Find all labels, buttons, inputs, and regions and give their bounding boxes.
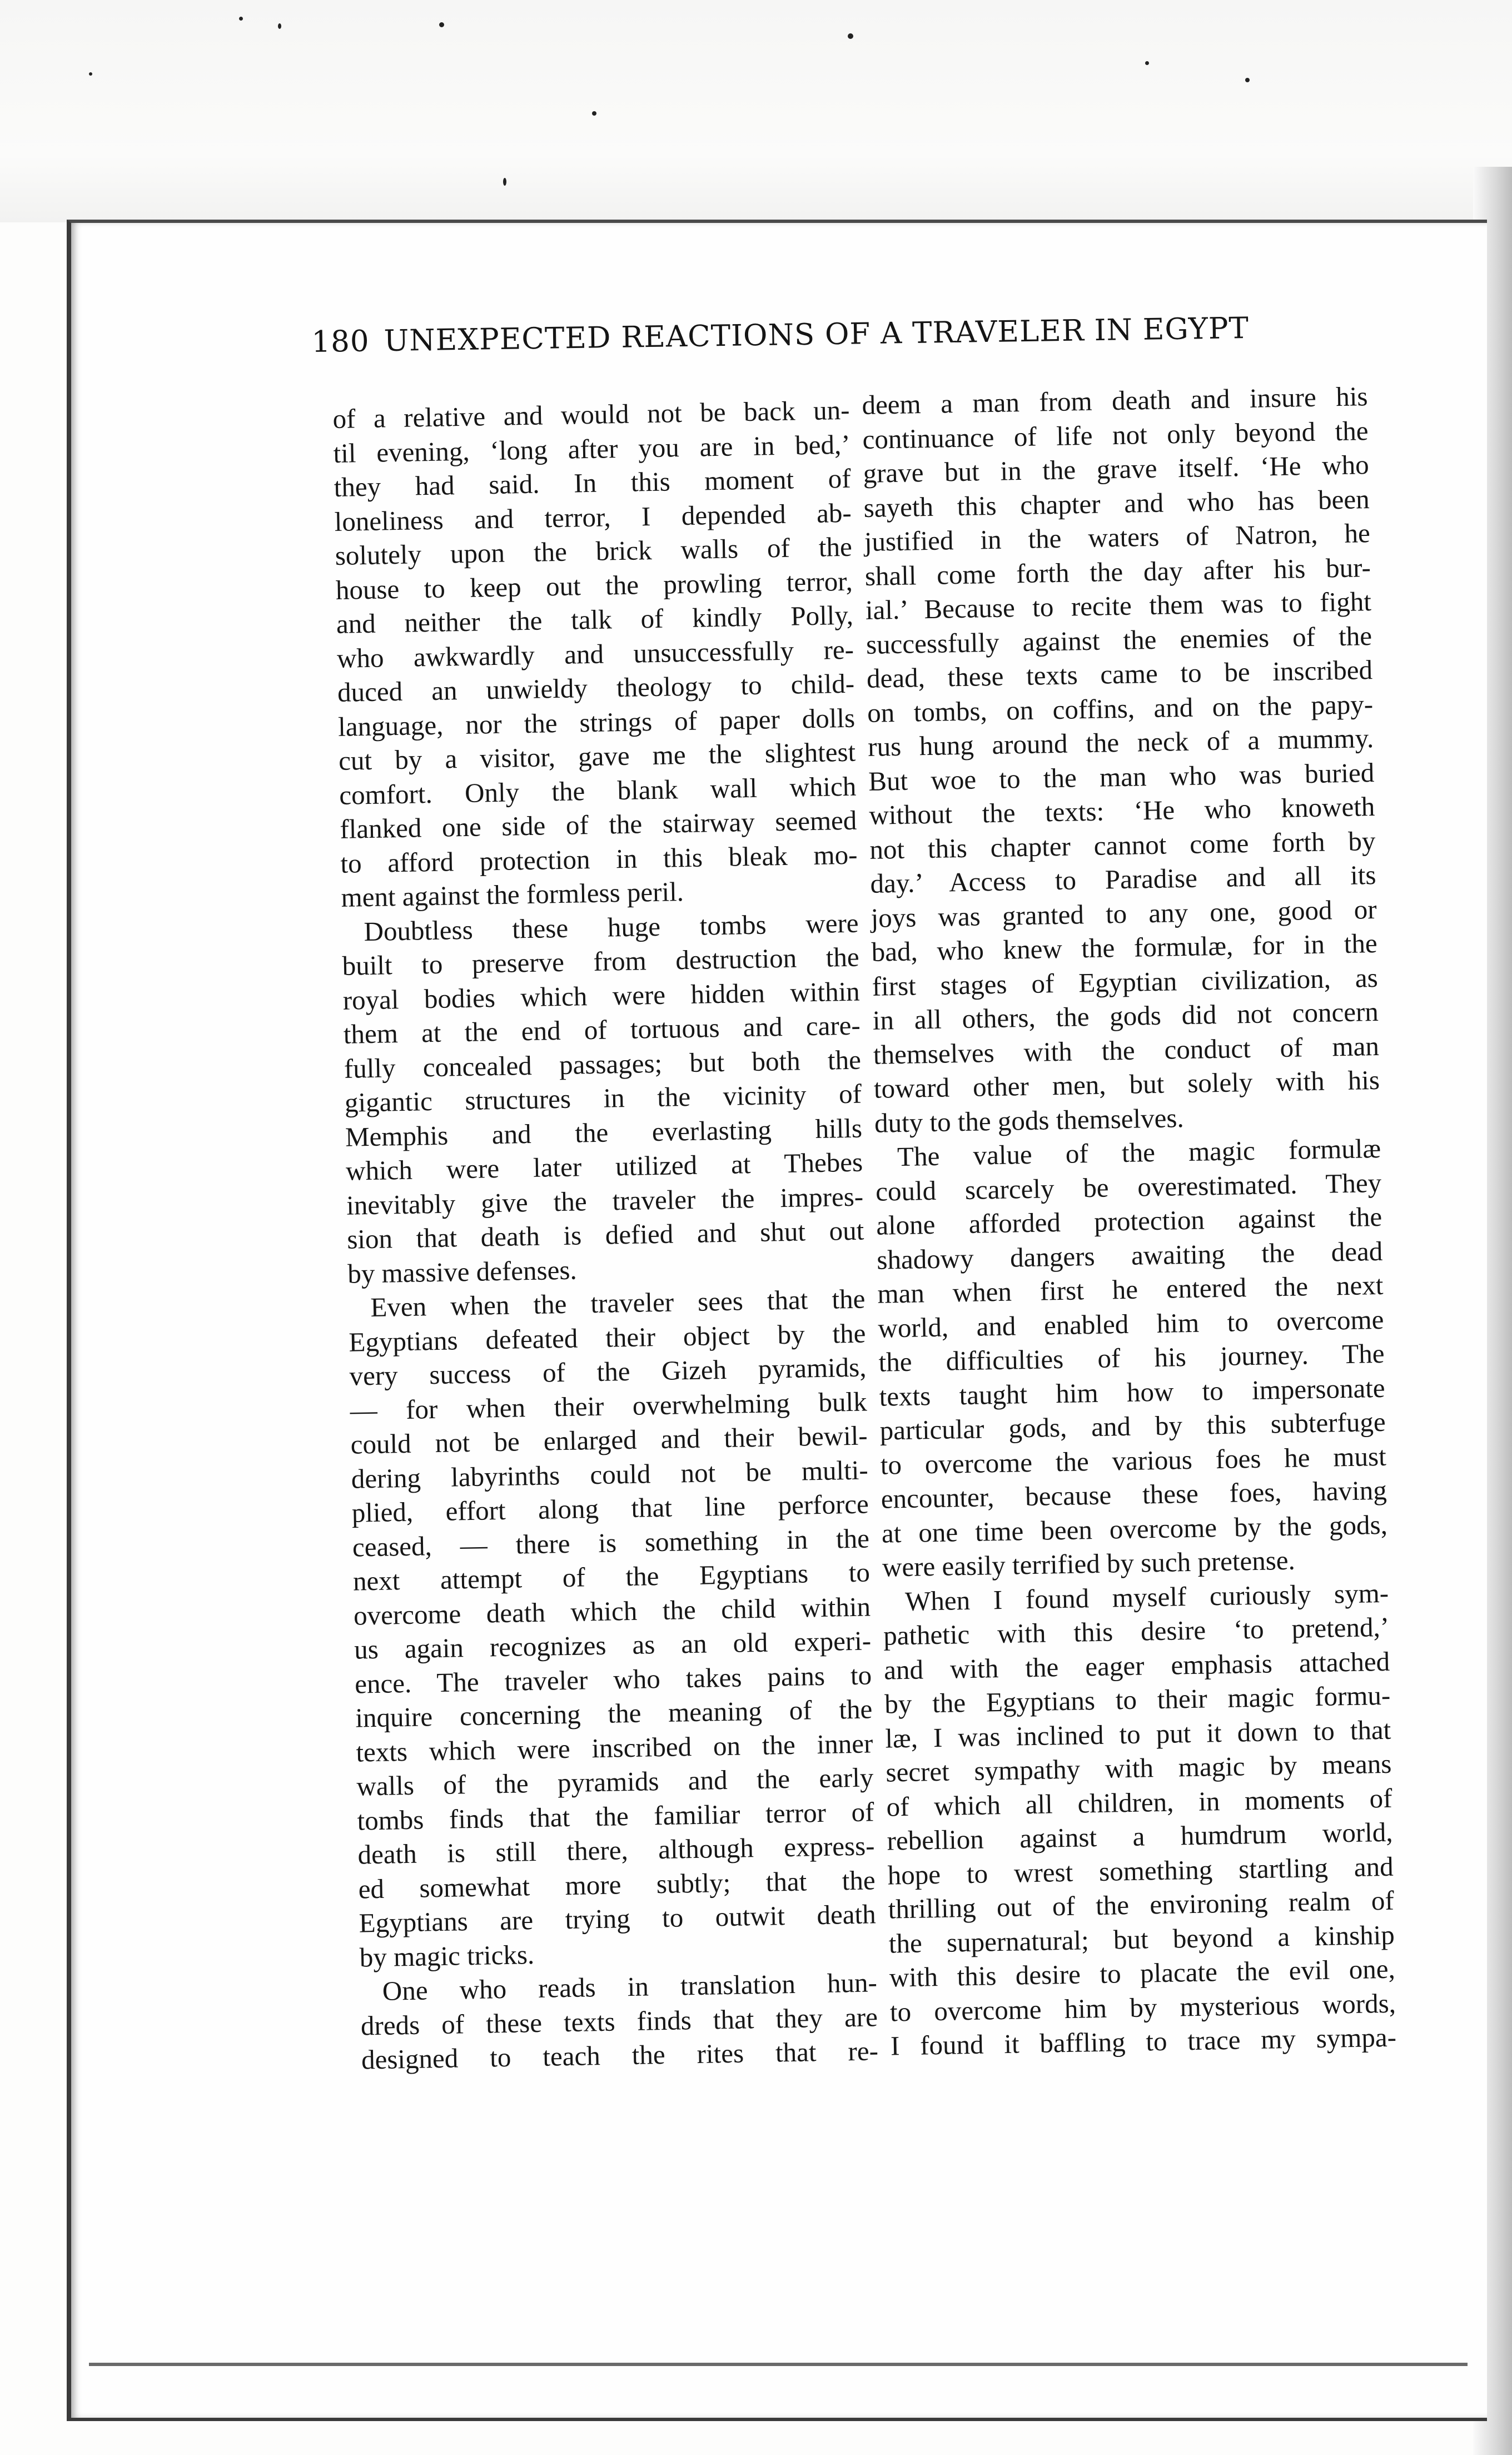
- scan-speck: [439, 22, 444, 27]
- text-line: not this chapter cannot come forth by: [869, 825, 1376, 865]
- text-line: of a relative and would not be back un-: [332, 394, 850, 434]
- text-line: continuance of life not only beyond the: [862, 415, 1369, 455]
- text-line: house to keep out the prowling terror,: [335, 565, 853, 605]
- text-line: When I found myself curiously sym-: [904, 1577, 1389, 1617]
- text-line: duty to the gods themselves.: [874, 1102, 1185, 1139]
- scanner-top-margin: [0, 0, 1512, 222]
- text-line: us again recognizes as an old experi-: [354, 1625, 872, 1665]
- text-line: hope to wrest something startling and: [887, 1851, 1394, 1891]
- text-line: Doubtless these huge tombs were: [364, 907, 859, 947]
- text-line: til evening, ‘long after you are in bed,’: [333, 429, 850, 469]
- text-line: world, and enabled him to overcome: [878, 1304, 1384, 1344]
- text-line: One who reads in translation hun-: [382, 1967, 878, 2006]
- scan-speck: [592, 111, 596, 116]
- scan-speck: [1245, 78, 1250, 82]
- text-line: which were later utilized at Thebes: [345, 1146, 863, 1186]
- text-line: joys was granted to any one, good or: [871, 893, 1377, 933]
- text-line: overcome death which the child within: [353, 1591, 871, 1631]
- page-bottom-edge: [89, 2363, 1468, 2366]
- text-line: dead, these texts came to be inscribed: [866, 654, 1373, 694]
- text-line: language, nor the strings of paper dolls: [337, 702, 856, 742]
- text-line: dering labyrinths could not be multi-: [351, 1454, 869, 1494]
- text-line: plied, effort along that line perforce: [351, 1488, 869, 1528]
- page-number: 180: [311, 324, 370, 359]
- text-line: secret sympathy with magic by means: [885, 1748, 1392, 1788]
- text-line: — for when their overwhelming bulk: [350, 1385, 867, 1426]
- text-line: duced an unwieldy theology to child-: [337, 668, 855, 708]
- text-line: shadowy dangers awaiting the dead: [876, 1235, 1383, 1275]
- text-line: of which all children, in moments of: [886, 1782, 1392, 1822]
- text-line: ment against the formless peril.: [341, 876, 684, 913]
- text-line: next attempt of the Egyptians to: [352, 1557, 871, 1597]
- text-line: encounter, because these foes, having: [881, 1474, 1387, 1514]
- text-line: alone afforded protection against the: [876, 1201, 1382, 1241]
- scan-speck: [239, 17, 243, 21]
- text-line: justified in the waters of Natron, he: [864, 518, 1371, 557]
- text-line: day.’ Access to Paradise and all its: [870, 859, 1376, 899]
- text-line: them at the end of tortuous and care-: [343, 1010, 861, 1050]
- text-line: rus hung around the neck of a mummy.: [867, 723, 1374, 762]
- text-line: ial.’ Because to recite them was to fight: [865, 586, 1372, 625]
- text-line: without the texts: ‘He who knoweth: [868, 791, 1375, 831]
- text-line: built to preserve from destruction the: [342, 941, 860, 981]
- text-line: Memphis and the everlasting hills: [345, 1112, 863, 1152]
- text-line: particular gods, and by this subterfuge: [879, 1406, 1386, 1446]
- text-line: to overcome him by mysterious words,: [889, 1987, 1396, 2027]
- text-line: But woe to the man who was buried: [868, 757, 1375, 797]
- text-line: solutely upon the brick walls of the: [335, 531, 853, 571]
- text-line: sayeth this chapter and who has been: [863, 483, 1370, 523]
- text-line: dreds of these texts finds that they are: [360, 2001, 878, 2041]
- text-line: ed somewhat more subtly; that the: [358, 1864, 876, 1905]
- text-line: grave but in the grave itself. ‘He who: [863, 449, 1370, 489]
- text-line: to overcome the various foes he must: [880, 1440, 1387, 1480]
- text-line: texts taught him how to impersonate: [879, 1372, 1385, 1412]
- text-line: first stages of Egyptian civilization, as: [872, 962, 1379, 1002]
- text-line: deem a man from death and insure his: [862, 381, 1368, 420]
- running-title: UNEXPECTED REACTIONS OF A TRAVELER IN EGYPT: [384, 311, 1250, 359]
- text-line: by the Egyptians to their magic formu-: [884, 1679, 1391, 1720]
- text-line: they had said. In this moment of: [334, 463, 852, 503]
- text-line: tombs finds that the familiar terror of: [357, 1796, 874, 1836]
- text-line: royal bodies which were hidden within: [342, 976, 861, 1016]
- text-line: walls of the pyramids and the early: [356, 1762, 874, 1802]
- text-line: with this desire to placate the evil one,: [889, 1953, 1396, 1993]
- text-line: themselves with the conduct of man: [873, 1030, 1380, 1070]
- text-line: and neither the talk of kindly Polly,: [336, 599, 854, 639]
- text-line: flanked one side of the stairway seemed: [339, 804, 857, 844]
- text-line: Even when the traveler sees that the: [370, 1283, 866, 1323]
- text-line: inquire concerning the meaning of the: [355, 1693, 873, 1733]
- text-line: Egyptians defeated their object by the: [349, 1318, 866, 1358]
- text-line: Egyptians are trying to outwit death: [359, 1899, 877, 1939]
- text-line: texts which were inscribed on the inner: [355, 1727, 873, 1768]
- text-line: gigantic structures in the vicinity of: [344, 1078, 862, 1118]
- text-line: thrilling out of the environing realm of: [888, 1885, 1395, 1925]
- text-line: who awkwardly and unsuccessfully re-: [336, 634, 854, 674]
- text-line: cut by a visitor, gave me the slightest: [338, 736, 856, 776]
- text-line: I found it baffling to trace my sympa-: [890, 2021, 1397, 2061]
- text-line: inevitably give the traveler the impres-: [346, 1181, 864, 1221]
- text-line: loneliness and terror, I depended ab-: [334, 497, 852, 537]
- text-line: by massive defenses.: [347, 1254, 578, 1289]
- text-line: at one time been overcome by the gods,: [881, 1509, 1388, 1549]
- scan-speck: [1145, 61, 1149, 65]
- scan-speck: [503, 178, 506, 186]
- text-line: very success of the Gizeh pyramids,: [349, 1351, 867, 1392]
- text-line: bad, who knew the formulæ, for in the: [871, 927, 1378, 967]
- scan-speck: [278, 23, 281, 29]
- text-line: ence. The traveler who takes pains to: [354, 1659, 872, 1699]
- text-line: successfully against the enemies of the: [866, 620, 1372, 660]
- text-line: could scarcely be overestimated. They: [875, 1167, 1382, 1207]
- text-line: were easily terrified by such pretense.: [882, 1544, 1296, 1583]
- text-line: pathetic with this desire ‘to pretend,’: [883, 1611, 1390, 1651]
- text-line: man when first he entered the next: [877, 1269, 1384, 1309]
- scan-speck: [848, 33, 853, 39]
- text-line: designed to teach the rites that re-: [361, 2035, 879, 2075]
- text-line: on tombs, on coffins, and on the papy-: [867, 688, 1374, 728]
- text-line: læ, I was inclined to put it down to that: [884, 1714, 1391, 1754]
- text-line: could not be enlarged and their bewil-: [350, 1420, 868, 1460]
- text-line: The value of the magic formulæ: [897, 1132, 1381, 1172]
- text-line: the difficulties of his journey. The: [878, 1338, 1385, 1378]
- text-line: fully concealed passages; but both the: [344, 1044, 862, 1084]
- text-line: and with the eager emphasis attached: [883, 1646, 1390, 1686]
- left-text-column: [332, 393, 878, 2077]
- text-line: ceased, — there is something in the: [352, 1522, 870, 1563]
- right-text-column: [862, 379, 1396, 2063]
- text-line: the supernatural; but beyond a kinship: [888, 1919, 1395, 1959]
- text-line: death is still there, although express-: [357, 1830, 875, 1870]
- scan-speck: [89, 72, 92, 76]
- text-line: shall come forth the day after his bur-: [864, 551, 1371, 592]
- text-line: sion that death is defied and shut out: [346, 1215, 864, 1255]
- text-line: by magic tricks.: [359, 1939, 535, 1973]
- text-line: rebellion against a humdrum world,: [887, 1816, 1393, 1856]
- text-line: comfort. Only the blank wall which: [339, 771, 857, 811]
- text-line: in all others, the gods did not concern: [872, 996, 1379, 1036]
- text-line: toward other men, but solely with his: [873, 1064, 1380, 1104]
- text-line: to afford protection in this bleak mo-: [340, 839, 858, 879]
